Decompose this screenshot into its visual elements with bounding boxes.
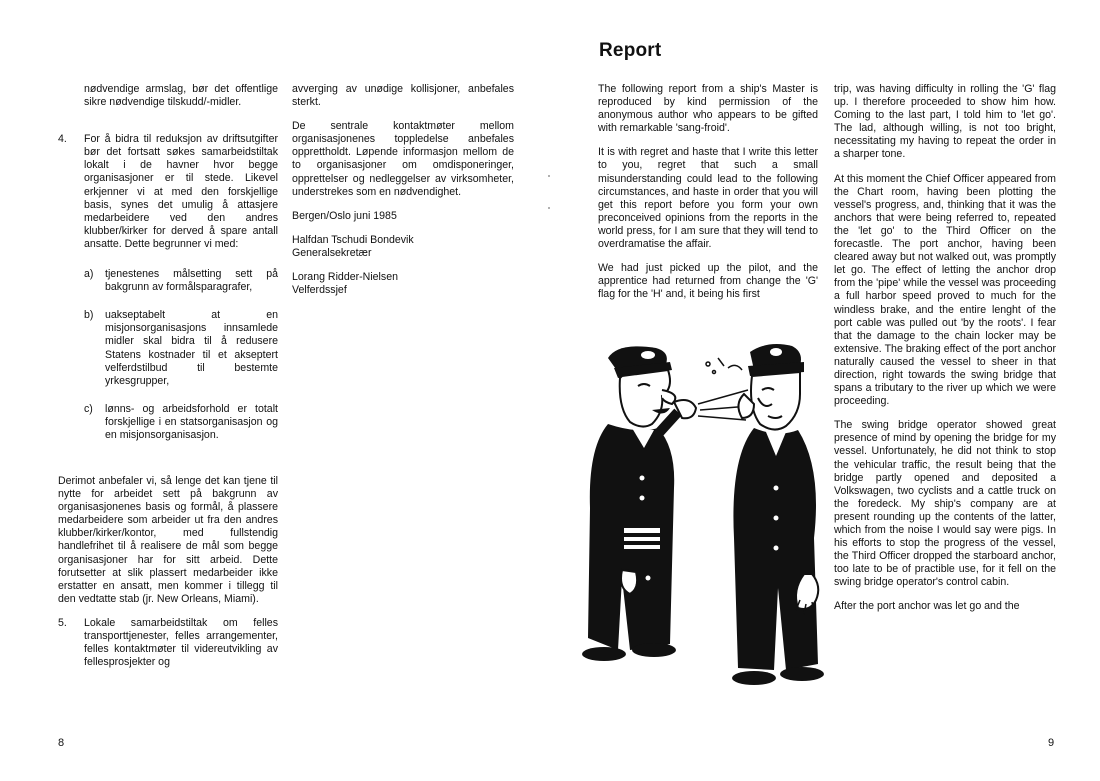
sub-item-marker: c)	[84, 402, 93, 415]
right-page	[550, 0, 1100, 781]
sub-item-marker: a)	[84, 268, 94, 281]
body-paragraph: Derimot anbefaler vi, så lenge det kan tjene til nytte for arbeidet sett på bakgrunn av organisasjonenes basis og formål, å plassere medarbeidere som arbeider ut fra den andres klubber/kirker/kontor, med fullstendig handlefrihet til å realisere de mål som begge organisasjoner har for sitt arbeid. Dette forutsetter at slik plassert medarbeider ikke erstatter en ansatt, men kommer i tillegg til den vedtatte stab (jr. New Orleans, Miami).	[58, 475, 278, 605]
signer-title: Velferdssjef	[292, 284, 347, 297]
sub-item-text: tjenestenes målsetting sett på bakgrunn av formålsparagrafer,	[105, 268, 278, 294]
right-page-column-2	[834, 83, 1056, 625]
body-paragraph: trip, was having difficulty in rolling the 'G' flag up. I therefore proceeded to show him how. Coming to the last part, I told him to 'let go'. The lad, although willing, is not too bright, necessitating my having to repeat the order in a sharper tone.	[834, 83, 1056, 161]
scan-speck	[548, 175, 550, 177]
continuation-text: nødvendige armslag, bør det offentlige sikre nødvendige tilskudd/-midler.	[84, 83, 278, 109]
list-item-5	[58, 616, 278, 669]
right-page-column-1	[598, 83, 818, 312]
page-number: 8	[58, 737, 65, 749]
body-paragraph: The swing bridge operator showed great presence of mind by opening the bridge for my vessel. Unfortunately, he did not think to stop the vehicular traffic, the result being that the bridge partly opened and deposited a Volkswagen, two cyclists and a cattle truck on the foredeck. My ship's company are at present rounding up the contents of the latter, which from the noise I would say were pigs. In his efforts to stop the progress of the vessel, the Third Officer dropped the starboard anchor, too late to be of practible use, for it fell on the swing bridge operator's control cabin.	[834, 419, 1056, 589]
left-page-column-1	[58, 83, 278, 453]
body-paragraph: We had just picked up the pilot, and the apprentice had returned from change the 'G' flag for the 'H' and, it being his first	[598, 262, 818, 301]
sub-item-a	[84, 268, 278, 294]
page-title: Report	[599, 40, 662, 61]
list-marker: 4.	[58, 133, 67, 146]
sub-item-c	[84, 402, 278, 442]
body-paragraph: It is with regret and haste that I write this letter to you, regret that such a small misunderstanding could lead to the following circumstances, and haste in order that you will get this report before you form your own preconceived opinions from the reports in the world press, for I am sure that they will tend to overdramatise the affair.	[598, 146, 818, 251]
sub-item-b	[84, 309, 278, 388]
list-item-4	[58, 133, 278, 251]
sub-item-text: uakseptabelt at en misjonsorganisasjons innsamlede midler skal bidra til å redusere Statens kostnader til et akseptert velferdstilbud til bestemte yrkesgrupper,	[105, 309, 278, 387]
body-paragraph: De sentrale kontaktmøter mellom organisasjonenes toppledelse anbefales opprettholdt. Løpende informasjon mellom de to organisasjoner om omdisponeringer, opprettelser og nedleggelser av virksomheter, understrekes som en nødvendighet.	[292, 120, 514, 198]
left-page-column-1-lower	[58, 475, 278, 680]
right-officer-figure	[732, 344, 824, 685]
page-number: 9	[1048, 737, 1055, 749]
scan-speck	[548, 207, 550, 209]
intro-paragraph: The following report from a ship's Master is reproduced by kind permission of the anonymous author who appears to be gifted with remarkable 'sang-froid'.	[598, 83, 818, 135]
list-marker: 5.	[58, 616, 67, 629]
signer-name: Halfdan Tschudi Bondevik	[292, 233, 414, 246]
sub-item-marker: b)	[84, 309, 94, 322]
cartoon-illustration-icon	[578, 338, 840, 716]
signer-name: Lorang Ridder-Nielsen	[292, 271, 398, 284]
list-item-text: For å bidra til reduksjon av driftsutgifter bør det fortsatt søkes samarbeidstiltak lokalt i de havner hvor begge organisasjoner er til stede. Likevel erkjenner vi at med den forskjellige basis, synes det umulig å attasjere medarbeidere ved den andres klubber/kirker for derved å spare antall ansatte. Dette begrunner vi med:	[84, 133, 278, 250]
left-page-column-2	[292, 83, 514, 308]
sub-list	[84, 268, 278, 442]
signer-title: Generalsekretær	[292, 246, 372, 259]
sub-item-text: lønns- og arbeidsforhold er totalt forskjellige i en statsorganisasjon og en misjonsorganisasjon.	[105, 402, 278, 441]
body-paragraph: At this moment the Chief Officer appeared from the Chart room, having been plotting the vessel's progress, and, thinking that it was the anchors that were being referred to, repeated the 'let go' to the Third Officer on the forecastle. The port anchor, having been cleared away but not walked out, was promptly let go. The effect of letting the anchor drop from the 'pipe' while the vessel was proceeding a full harbor speed proved to much for the windless brake, and the entire lenght of the port cable was pulled out 'by the roots'. I fear that the damage to the chain locker may be extensive. The braking effect of the port anchor naturally caused the vessel to sheer in that direction, right towards the swing bridge that spans a tributary to the river up which we were proceeding.	[834, 172, 1056, 408]
signature-2	[292, 271, 514, 297]
body-paragraph: After the port anchor was let go and the	[834, 600, 1020, 613]
list-item-text: Lokale samarbeidstiltak om felles transporttjenester, felles arrangementer, felles kontaktmøter til videreutvikling av fellesprosjekter og	[84, 616, 278, 669]
left-officer-figure	[588, 346, 696, 650]
place-date: Bergen/Oslo juni 1985	[292, 209, 397, 222]
signature-1	[292, 234, 514, 260]
body-paragraph: avverging av unødige kollisjoner, anbefales sterkt.	[292, 83, 514, 109]
